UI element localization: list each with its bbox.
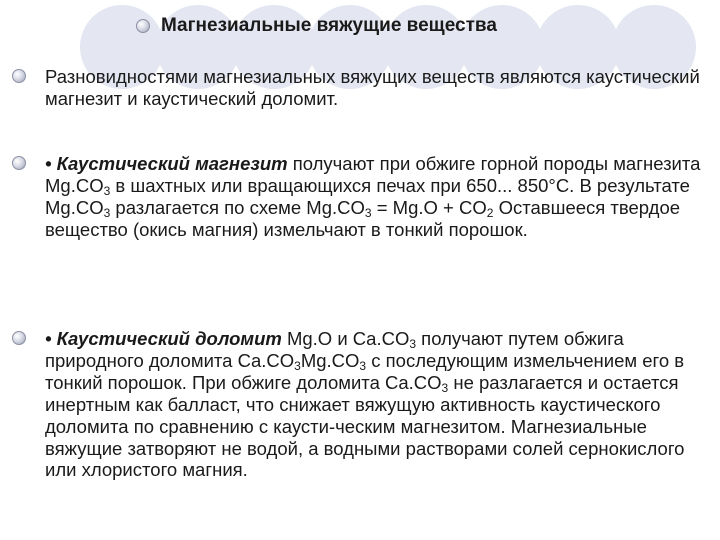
subscript: 3 — [364, 205, 372, 220]
paragraph-marker: • — [45, 153, 57, 174]
slide-title-text: Магнезиальные вяжущие вещества — [161, 15, 497, 36]
term-caustic-magnesite: Каустический магнезит — [56, 153, 288, 174]
term-caustic-dolomite: Каустический доломит — [56, 328, 282, 349]
text-fragment: получают при обжиге горной породы магнезита Mg.CO — [45, 153, 701, 196]
bullet-icon — [12, 69, 26, 83]
slide-title — [136, 14, 497, 38]
text-fragment: Mg.CO — [300, 349, 360, 371]
paragraph-varieties — [12, 66, 712, 110]
subscript: 3 — [359, 358, 367, 373]
subscript: 3 — [409, 337, 417, 351]
subscript: 3 — [103, 205, 111, 220]
paragraph-text — [45, 153, 712, 241]
text-fragment: Оставшееся твердое вещество (окись магния) измельчают в тонкий порошок. — [45, 196, 681, 240]
text-fragment: Mg.O и Ca.CO — [281, 328, 410, 349]
text-fragment: = Mg.O + CO — [371, 196, 487, 218]
text-fragment: не разлагается и остается инертным как балласт, что снижает вяжущую активность каустического доломита по сравнению с каусти-ческим магнезитом. Магнезиальные вяжущие затворяют не водой, а водными растворами солей сернокислого или хлористого магния. — [45, 371, 685, 481]
bullet-icon — [12, 156, 26, 170]
subscript: 3 — [441, 380, 449, 395]
bullet-icon — [136, 19, 150, 33]
paragraph-caustic-magnesite — [12, 153, 712, 241]
paragraph-caustic-dolomite — [12, 328, 712, 481]
bullet-icon — [12, 331, 26, 345]
text-fragment: разлагается по схеме Mg.CO — [110, 196, 365, 218]
paragraph-marker: • — [45, 328, 57, 349]
subscript: 3 — [294, 358, 301, 373]
text-fragment: с последующим измельчением его в тонкий порошок. При обжиге доломита Ca.CO — [45, 349, 685, 393]
subscript: 2 — [486, 205, 494, 220]
text-fragment: в шахтных или вращающихся печах при 650... 850°С. В результате Mg.CO — [45, 174, 690, 218]
paragraph-text: Разновидностями магнезиальных вяжущих веществ являются каустический магнезит и каустический доломит. — [45, 66, 700, 109]
paragraph-text — [45, 328, 712, 481]
text-fragment: получают путем обжига природного доломита Ca.CO — [45, 328, 624, 371]
subscript: 3 — [103, 183, 111, 198]
